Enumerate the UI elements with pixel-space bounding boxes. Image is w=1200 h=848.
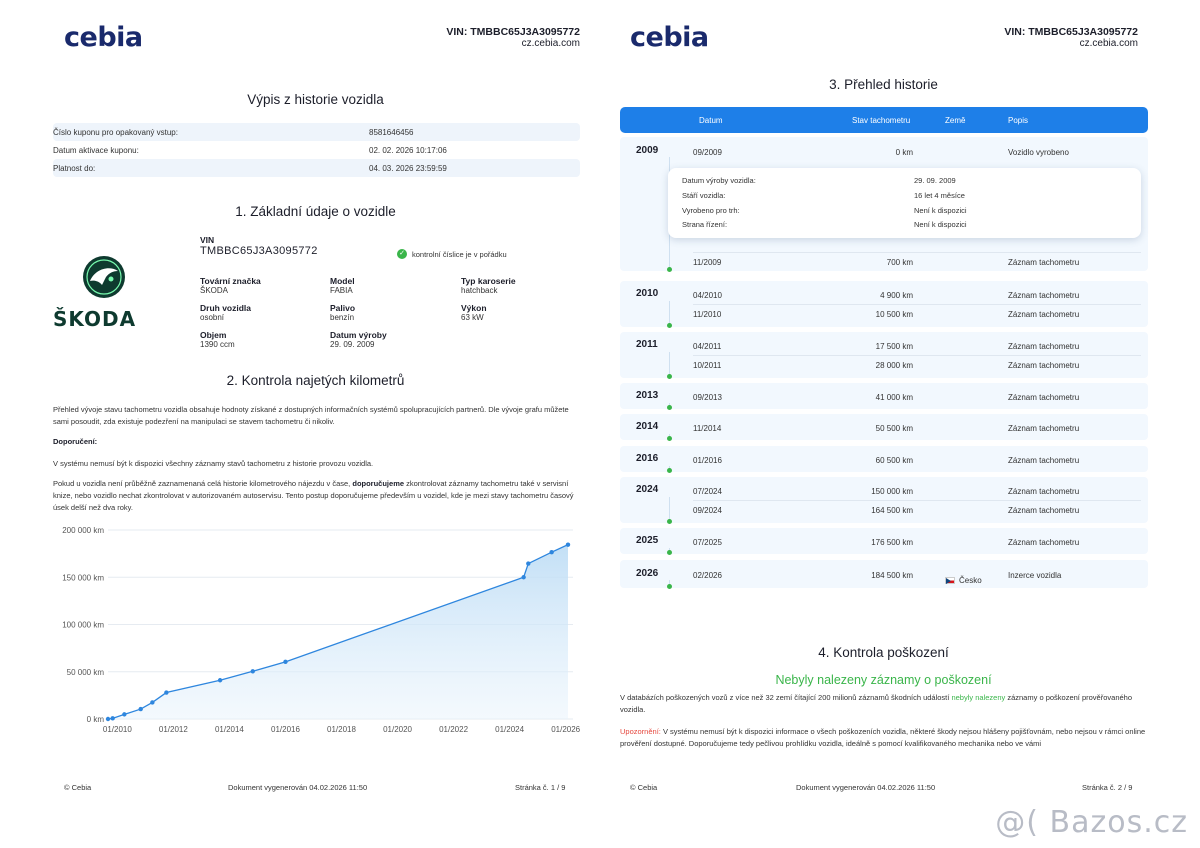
report-page-1 [0,0,581,848]
data-point [251,669,255,673]
field-value: 63 kW [461,313,484,322]
timeline-dot [667,405,672,410]
history-odometer: 164 500 km [871,506,913,515]
data-point [122,712,126,716]
history-date: 10/2011 [693,361,722,370]
x-tick-label: 01/2010 [102,725,132,734]
history-row [693,304,1141,322]
x-tick-label: 01/2022 [439,725,469,734]
vehicle-info-popup [668,168,1141,238]
data-point [110,716,114,720]
field-value: ŠKODA [200,286,229,295]
damage-text [620,692,1148,716]
timeline-dot [667,584,672,589]
history-date: 09/2024 [693,506,722,515]
history-odometer: 176 500 km [871,538,913,547]
vin-check-text: kontrolní číslice je v pořádku [412,249,507,259]
footer-generated: Dokument vygenerován 04.02.2026 11:50 [796,783,936,792]
history-year: 2014 [636,421,659,432]
history-year-block [620,446,1148,472]
history-row [693,419,1141,437]
history-year: 2026 [636,568,659,579]
text-part: záznamy o poškození prověřovaného vozidla. [620,693,1133,714]
field-value: osobní [200,313,225,322]
czech-flag-icon [945,577,955,584]
x-tick-label: 01/2018 [327,725,356,734]
footer-copyright: © Cebia [630,783,658,792]
history-odometer: 50 500 km [875,424,913,433]
field-label: Tovární značka [200,276,261,286]
history-odometer: 28 000 km [875,361,913,370]
history-odometer: 0 km [895,148,913,157]
field-vehicle-kind [200,303,251,322]
field-value: hatchback [461,286,498,295]
history-row [693,533,1141,551]
data-point [521,575,525,579]
history-row [693,482,1141,500]
history-year: 2016 [636,453,659,464]
history-description: Záznam tachometru [1008,258,1080,267]
history-year-block [620,332,1148,378]
coupon-row [53,123,580,141]
field-label: Objem [200,330,227,340]
section-damage-title: 4. Kontrola poškození [818,645,949,660]
field-value: benzín [330,313,355,322]
text-emphasis: doporučujeme [352,479,405,488]
vin-value: TMBBC65J3A3095772 [200,245,318,257]
history-year-block [620,560,1148,588]
field-label: Datum výroby [330,330,387,340]
history-row [693,566,1141,584]
footer-copyright: © Cebia [64,783,92,792]
coupon-row [53,141,580,159]
popup-value: 16 let 4 měsíce [914,191,965,200]
text-part: Pokud u vozidla není průběžně zaznamenaná celá historie kilometrového nájezdu v čase, [53,479,351,488]
timeline-dot [667,267,672,272]
data-point [549,550,553,554]
data-point [526,561,530,565]
bazos-watermark: @( Bazos.cz [995,805,1188,840]
history-year: 2013 [636,390,659,401]
history-row [693,252,1141,270]
x-tick-label: 01/2020 [383,725,413,734]
odometer-intro: Přehled vývoje stavu tachometru vozidla obsahuje hodnoty získané z dostupných informačních systémů spolupracujících partnerů. Dle vývoje grafu můžete sami posoudit, zda existuje podezření na manipulaci se stavem tachometru či nikoliv. [53,405,569,426]
recommendation-text: V systému nemusí být k dispozici všechny záznamy stavů tachometru z historie provozu vozidla. [53,459,374,468]
popup-value: 29. 09. 2009 [914,176,956,185]
history-odometer: 184 500 km [871,571,913,580]
footer-generated: Dokument vygenerován 04.02.2026 11:50 [228,783,368,792]
x-tick-label: 01/2016 [271,725,300,734]
history-description: Záznam tachometru [1008,291,1080,300]
history-description: Inzerce vozidla [1008,571,1062,580]
cebia-logo: cebia [630,22,709,53]
history-odometer: 150 000 km [871,487,913,496]
history-row [693,451,1141,469]
warning-label: Upozornění: [620,727,661,736]
history-country-name: Česko [959,576,982,585]
check-icon: ✓ [397,249,407,259]
history-date: 09/2009 [693,148,722,157]
field-value: 29. 09. 2009 [330,340,375,349]
coupon-row [53,159,580,177]
history-row [693,337,1141,355]
coupon-value: 02. 02. 2026 10:17:06 [369,145,447,155]
field-label: Výkon [461,303,487,313]
popup-label: Stáří vozidla: [682,191,726,200]
history-table-header [620,107,1148,133]
history-description: Záznam tachometru [1008,487,1080,496]
popup-value: Není k dispozici [914,206,967,215]
section-odometer-title: 2. Kontrola najetých kilometrů [226,373,405,388]
history-description: Záznam tachometru [1008,361,1080,370]
history-description: Záznam tachometru [1008,506,1080,515]
header-info [446,26,580,50]
coupon-label: Datum aktivace kuponu: [53,145,139,155]
x-tick-label: 01/2024 [495,725,525,734]
section-basic-info-title: 1. Základní údaje o vozidle [235,204,396,219]
header-vin: VIN: TMBBC65J3A3095772 [446,26,580,38]
popup-label: Vyrobeno pro trh: [682,206,740,215]
col-odometer: Stav tachometru [852,116,911,125]
history-year-block [620,477,1148,523]
history-row [693,500,1141,518]
history-year-block [620,383,1148,409]
timeline-dot [667,436,672,441]
report-page-2 [600,0,1167,848]
history-date: 04/2011 [693,342,722,351]
page-title: Výpis z historie vozidla [247,92,384,107]
history-row [693,286,1141,304]
history-year-block [620,414,1148,440]
col-description: Popis [1008,116,1029,125]
data-point [218,678,222,682]
recommendation-label: Doporučení: [53,437,98,446]
text-part: V systému nemusí být k dispozici informace o všech poškozeních vozidla, některé škody nejsou hlášeny pojišťovnám, nebo nejsou v rámci online prověření dostupné. Doporučujeme tedy pečlivou prohlídku vozidla, ideálně s pomocí kvalifikovaného mechanika nebo ve vámi [620,727,1146,748]
history-description: Vozidlo vyrobeno [1008,148,1069,157]
header-info [1004,26,1138,50]
field-make [200,276,261,295]
footer-page-number: Stránka č. 1 / 9 [515,783,566,792]
history-date: 11/2014 [693,424,722,433]
history-date: 02/2026 [693,571,722,580]
field-body-type [461,276,516,295]
history-odometer: 4 900 km [880,291,913,300]
y-tick-label: 100 000 km [62,620,104,630]
field-model [330,276,355,295]
history-description: Záznam tachometru [1008,342,1080,351]
history-odometer: 41 000 km [875,393,913,402]
text-part: V databázích poškozených vozů z více než 32 zemí čítající 200 milionů záznamů škodních událostí [620,693,950,702]
skoda-logo [53,255,163,335]
header-vin: VIN: TMBBC65J3A3095772 [1004,26,1138,38]
history-date: 09/2013 [693,393,722,402]
skoda-logo-text: ŠKODA [53,307,137,331]
damage-warning [620,726,1148,750]
history-description: Záznam tachometru [1008,424,1080,433]
recommendation-heading [53,436,580,448]
history-description: Záznam tachometru [1008,538,1080,547]
odometer-chart [53,520,583,745]
history-year-block [620,281,1148,327]
history-date: 01/2016 [693,456,722,465]
history-year: 2024 [636,484,659,495]
popup-label: Strana řízení: [682,220,728,229]
y-tick-label: 0 km [86,715,104,724]
no-damage-title: Nebyly nalezeny záznamy o poškození [775,673,992,687]
history-year: 2025 [636,535,659,546]
field-fuel [330,303,355,322]
history-date: 04/2010 [693,291,722,300]
text-part: zkontrolovat záznamy tachometru také v servisní knize, nebo vozidlo nechat zkontrolovat v autorizovaném autoservisu. Tento postup doporučujeme především u vozidel, kde je mezi stavy tachometru časový úsek delší než dva roky. [53,479,574,512]
coupon-label: Platnost do: [53,163,96,173]
x-tick-label: 01/2012 [158,725,188,734]
history-date: 11/2010 [693,310,722,319]
history-row [693,388,1141,406]
history-date: 07/2024 [693,487,722,496]
data-point [150,700,154,704]
footer-page-number: Stránka č. 2 / 9 [1082,783,1133,792]
history-description: Záznam tachometru [1008,393,1080,402]
popup-value: Není k dispozici [914,220,967,229]
field-value: 1390 ccm [200,340,235,349]
section-history-title: 3. Přehled historie [829,77,938,92]
history-description: Záznam tachometru [1008,456,1080,465]
history-year: 2010 [636,288,659,299]
data-point [283,660,287,664]
header-site: cz.cebia.com [1079,38,1138,49]
timeline-dot [667,468,672,473]
history-date: 07/2025 [693,538,722,547]
history-description: Záznam tachometru [1008,310,1080,319]
text-highlight: nebyly nalezeny [951,693,1006,702]
popup-label: Datum výroby vozidla: [682,176,756,185]
vin-block [200,235,318,257]
history-country [945,571,982,585]
field-label: Palivo [330,303,356,313]
history-odometer: 10 500 km [875,310,913,319]
y-tick-label: 200 000 km [62,526,104,535]
field-displacement [200,330,235,349]
timeline-dot [667,519,672,524]
coupon-value: 04. 03. 2026 23:59:59 [369,163,447,173]
vin-label: VIN [200,235,215,245]
field-production-date [330,330,387,349]
history-year: 2009 [636,145,659,156]
coupon-table [53,123,580,177]
vin-check [397,249,507,259]
history-odometer: 17 500 km [875,342,913,351]
coupon-value: 8581646456 [369,127,414,137]
history-odometer: 700 km [886,258,913,267]
history-year: 2011 [636,339,658,350]
data-point [106,717,110,721]
field-power [461,303,487,322]
x-tick-label: 01/2026 [551,725,581,734]
timeline-dot [667,550,672,555]
timeline-dot [667,323,672,328]
timeline-dot [667,374,672,379]
field-label: Druh vozidla [200,303,252,313]
y-tick-label: 150 000 km [62,573,104,583]
y-tick-label: 50 000 km [66,667,104,677]
chart-area [108,545,568,719]
col-country: Země [945,116,966,125]
recommendation-detail [53,478,580,514]
data-point [164,690,168,694]
header-site: cz.cebia.com [521,38,580,49]
history-odometer: 60 500 km [875,456,913,465]
history-date: 11/2009 [693,258,722,267]
col-date: Datum [699,116,723,125]
field-label: Model [330,276,355,286]
field-value: FABIA [330,286,353,295]
data-point [138,707,142,711]
history-row [693,143,1141,161]
x-tick-label: 01/2014 [214,725,244,734]
history-row [693,355,1141,373]
cebia-logo: cebia [64,22,143,53]
data-point [566,542,570,546]
history-year-block [620,528,1148,554]
coupon-label: Číslo kuponu pro opakovaný vstup: [53,127,178,137]
field-label: Typ karoserie [461,276,516,286]
